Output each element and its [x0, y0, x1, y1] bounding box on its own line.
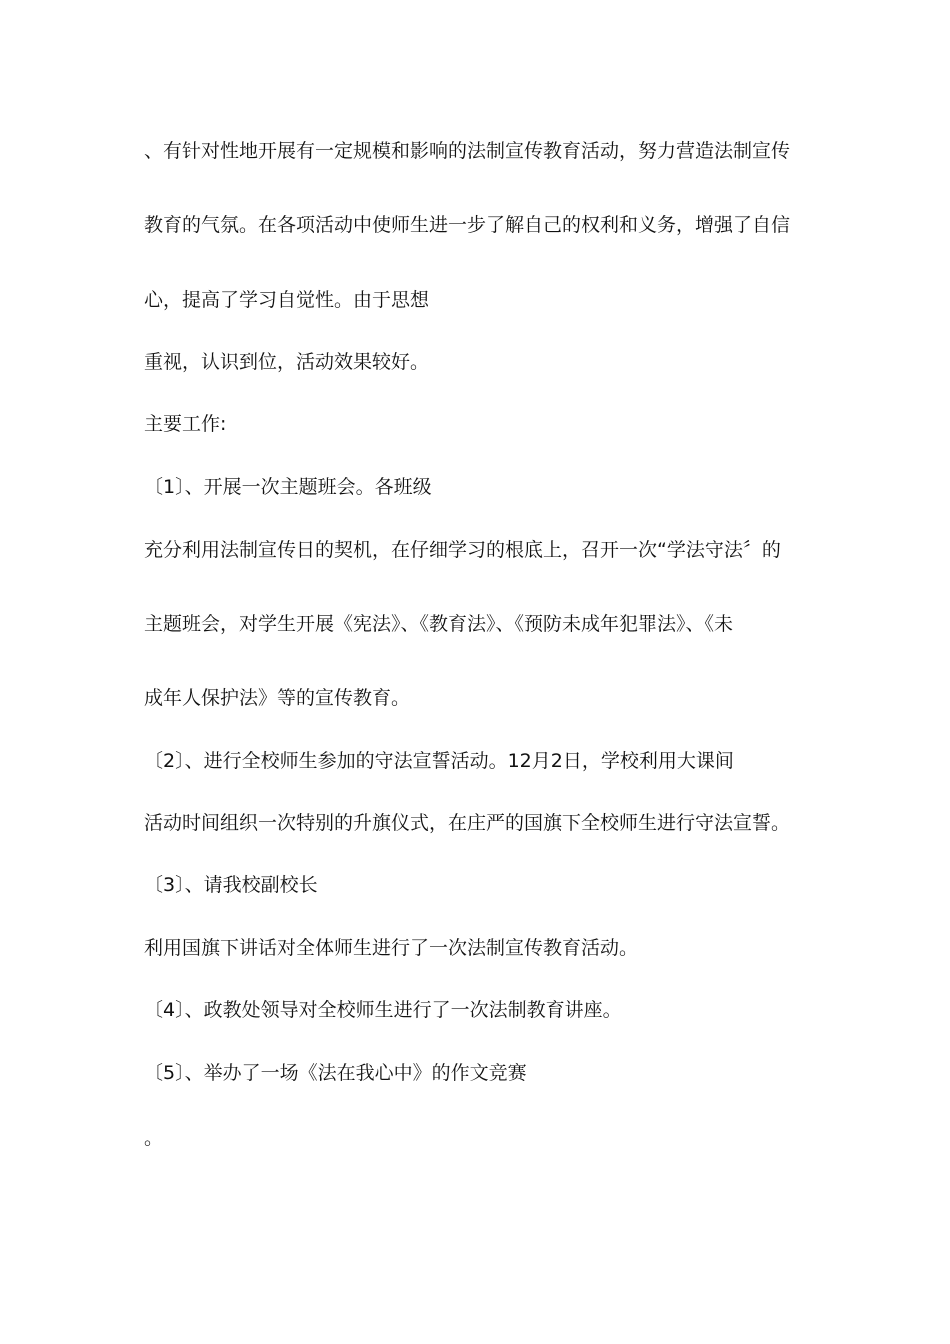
paragraph-line-3: 心，提高了学习自觉性。由于思想 [144, 289, 430, 311]
trailing-period: 。 [144, 1127, 164, 1149]
list-item-1-line-2: 主题班会，对学生开展《宪法》、《教育法》、《预防未成年犯罪法》、《未 [144, 613, 734, 635]
list-item-3-heading: 〔3〕、请我校副校长 [144, 874, 318, 896]
list-item-2-line-1: 〔2〕、进行全校师生参加的守法宣誓活动。12月2日，学校利用大课间 [144, 750, 734, 772]
list-item-4: 〔4〕、政教处领导对全校师生进行了一次法制教育讲座。 [144, 999, 622, 1021]
list-item-5: 〔5〕、举办了一场《法在我心中》的作文竞赛 [144, 1062, 527, 1084]
paragraph-line-4: 重视，认识到位，活动效果较好。 [144, 351, 430, 373]
paragraph-line-2: 教育的气氛。在各项活动中使师生进一步了解自己的权利和义务，增强了自信 [144, 214, 791, 236]
list-item-3-line-1: 利用国旗下讲话对全体师生进行了一次法制宣传教育活动。 [144, 937, 639, 959]
list-item-2-line-2: 活动时间组织一次特别的升旗仪式，在庄严的国旗下全校师生进行守法宣誓。 [144, 812, 791, 834]
list-item-1-heading: 〔1〕、开展一次主题班会。各班级 [144, 476, 432, 498]
section-heading-main-work: 主要工作: [144, 413, 227, 435]
paragraph-line-1: 、有针对性地开展有一定规模和影响的法制宣传教育活动，努力营造法制宣传 [144, 140, 791, 162]
list-item-1-line-3: 成年人保护法》等的宣传教育。 [144, 687, 411, 709]
list-item-1-line-1: 充分利用法制宣传日的契机，在仔细学习的根底上，召开一次“学法守法〞的 [144, 539, 781, 561]
